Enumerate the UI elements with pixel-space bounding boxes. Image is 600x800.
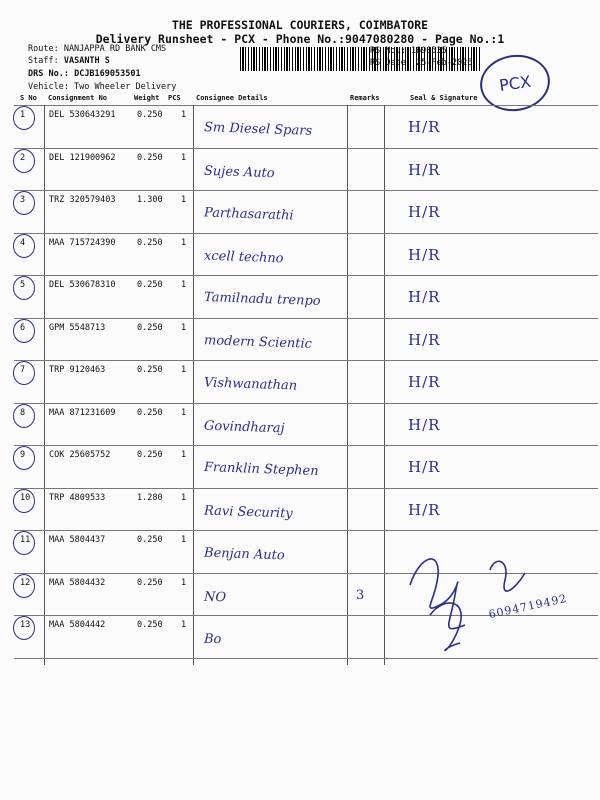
col-consignment: Consignment No <box>48 94 108 102</box>
weight-value: 0.250 <box>137 152 163 163</box>
row-divider <box>14 360 598 361</box>
seal-signature: H/R <box>408 160 441 179</box>
route-text: Route: NANJAPPA RD BANK CMS <box>28 44 167 54</box>
consignment-number: DEL 530678310 <box>49 280 116 290</box>
pcs-value: 1 <box>181 280 187 290</box>
seal-signature: H/R <box>408 203 441 221</box>
row-divider <box>14 403 598 404</box>
row-divider <box>14 233 598 234</box>
consignee-handwriting: Tamilnadu trenpo <box>203 289 321 310</box>
seal-signature: H/R <box>408 288 441 306</box>
weight-value: 0.250 <box>137 407 163 418</box>
staff-line <box>28 56 110 66</box>
weight-value: 0.250 <box>137 280 163 290</box>
row-number: 4 <box>20 237 26 248</box>
pcx-stamp: PCX <box>476 50 553 115</box>
document-subtitle: Delivery Runsheet - PCX - Phone No.:9047080280 - Page No.:1 <box>95 32 505 46</box>
weight-value: 1.280 <box>137 492 163 503</box>
row-number: 6 <box>20 322 26 333</box>
row-number: 9 <box>20 450 26 460</box>
seal-signature: H/R <box>408 415 441 434</box>
row-divider <box>14 190 598 191</box>
column-divider <box>193 105 194 665</box>
col-remarks: Remarks <box>350 94 380 102</box>
pcs-value: 1 <box>181 407 187 418</box>
rs-number: RS No.: 1690535 <box>370 46 447 56</box>
consignment-number: TRP 4809533 <box>49 492 106 503</box>
consignee-handwriting: NO <box>203 589 227 605</box>
weight-value: 1.300 <box>137 195 163 205</box>
col-weight: Weight <box>134 94 160 102</box>
weight-value: 0.250 <box>137 535 163 545</box>
pcs-value: 1 <box>181 110 187 120</box>
remarks-mark: 3 <box>356 588 366 603</box>
col-seal: Seal & Signature <box>410 94 478 102</box>
pcs-value: 1 <box>181 492 187 503</box>
weight-value: 0.250 <box>137 620 163 630</box>
weight-value: 0.250 <box>137 237 163 248</box>
consignment-number: MAA 5804442 <box>49 620 106 630</box>
row-divider <box>14 658 598 659</box>
col-consignee: Consignee Details <box>196 94 268 102</box>
col-pcs: PCS <box>168 94 181 102</box>
consignment-number: TRZ 320579403 <box>49 195 116 205</box>
seal-signature: H/R <box>408 330 441 349</box>
document-title: THE PROFESSIONAL COURIERS, COIMBATORE <box>171 18 429 32</box>
pcs-value: 1 <box>181 237 187 248</box>
consignment-number: MAA 5804437 <box>49 535 106 545</box>
consignee-handwriting: Franklin Stephen <box>203 460 319 479</box>
handwritten-signature <box>400 545 590 655</box>
row-number: 12 <box>20 577 31 588</box>
consignment-number: MAA 715724390 <box>49 237 116 248</box>
consignment-number: COK 25605752 <box>49 450 111 460</box>
consignment-number: MAA 5804432 <box>49 577 106 588</box>
seal-signature: H/R <box>408 500 441 519</box>
signature-number: 6094719492 <box>487 591 569 622</box>
weight-value: 0.250 <box>137 450 163 460</box>
rs-date: RS Date: 25-Feb-2026 <box>370 58 473 68</box>
col-sno: S No <box>20 94 37 102</box>
row-number: 11 <box>20 535 31 545</box>
header-divider <box>14 105 598 106</box>
row-divider <box>14 488 598 489</box>
drs-number: DCJB169053501 <box>74 69 141 79</box>
pcs-value: 1 <box>181 620 187 630</box>
row-number: 7 <box>20 365 26 375</box>
consignee-handwriting: Sm Diesel Spars <box>203 120 313 139</box>
consignee-handwriting: Sujes Auto <box>203 163 275 181</box>
pcs-value: 1 <box>181 577 187 588</box>
pcs-value: 1 <box>181 450 187 460</box>
consignment-number: GPM 5548713 <box>49 322 106 333</box>
row-divider <box>14 530 598 531</box>
consignee-handwriting: Parthasarathi <box>203 205 294 224</box>
consignment-number: TRP 9120463 <box>49 365 106 375</box>
row-number: 8 <box>20 407 26 418</box>
row-number: 10 <box>20 492 31 503</box>
row-number: 1 <box>20 110 26 120</box>
consignment-number: DEL 121900962 <box>49 152 116 163</box>
seal-signature: H/R <box>408 118 441 136</box>
row-number: 2 <box>20 152 26 163</box>
weight-value: 0.250 <box>137 365 163 375</box>
weight-value: 0.250 <box>137 577 163 588</box>
column-divider <box>384 105 385 665</box>
consignee-handwriting: Ravi Security <box>203 502 293 522</box>
consignee-handwriting: Benjan Auto <box>203 545 285 564</box>
pcs-value: 1 <box>181 365 187 375</box>
weight-value: 0.250 <box>137 110 163 120</box>
consignment-number: MAA 871231609 <box>49 407 116 418</box>
weight-value: 0.250 <box>137 322 163 333</box>
consignment-number: DEL 530643291 <box>49 110 116 120</box>
consignee-handwriting: Vishwanathan <box>203 375 298 394</box>
drs-label: DRS No.: <box>28 69 69 79</box>
column-divider <box>44 105 45 665</box>
row-divider <box>14 275 598 276</box>
consignee-handwriting: Bo <box>203 631 222 648</box>
pcs-value: 1 <box>181 535 187 545</box>
seal-signature: H/R <box>408 373 441 391</box>
consignee-handwriting: xcell techno <box>203 248 284 266</box>
row-divider <box>14 148 598 149</box>
vehicle-text: Vehicle: Two Wheeler Delivery <box>28 82 177 92</box>
row-divider <box>14 445 598 446</box>
column-divider <box>347 105 348 665</box>
consignee-handwriting: Govindharaj <box>203 418 285 436</box>
consignee-handwriting: modern Scientic <box>203 332 313 352</box>
row-number: 5 <box>20 280 26 290</box>
row-divider <box>14 318 598 319</box>
drs-line <box>28 69 141 79</box>
staff-name: VASANTH S <box>63 56 110 66</box>
staff-label: Staff: <box>28 56 59 66</box>
row-number: 3 <box>20 195 26 205</box>
seal-signature: H/R <box>408 245 441 264</box>
seal-signature: H/R <box>408 458 441 476</box>
row-number: 13 <box>20 620 31 630</box>
pcs-value: 1 <box>181 322 187 333</box>
pcs-value: 1 <box>181 152 187 163</box>
pcs-value: 1 <box>181 195 187 205</box>
